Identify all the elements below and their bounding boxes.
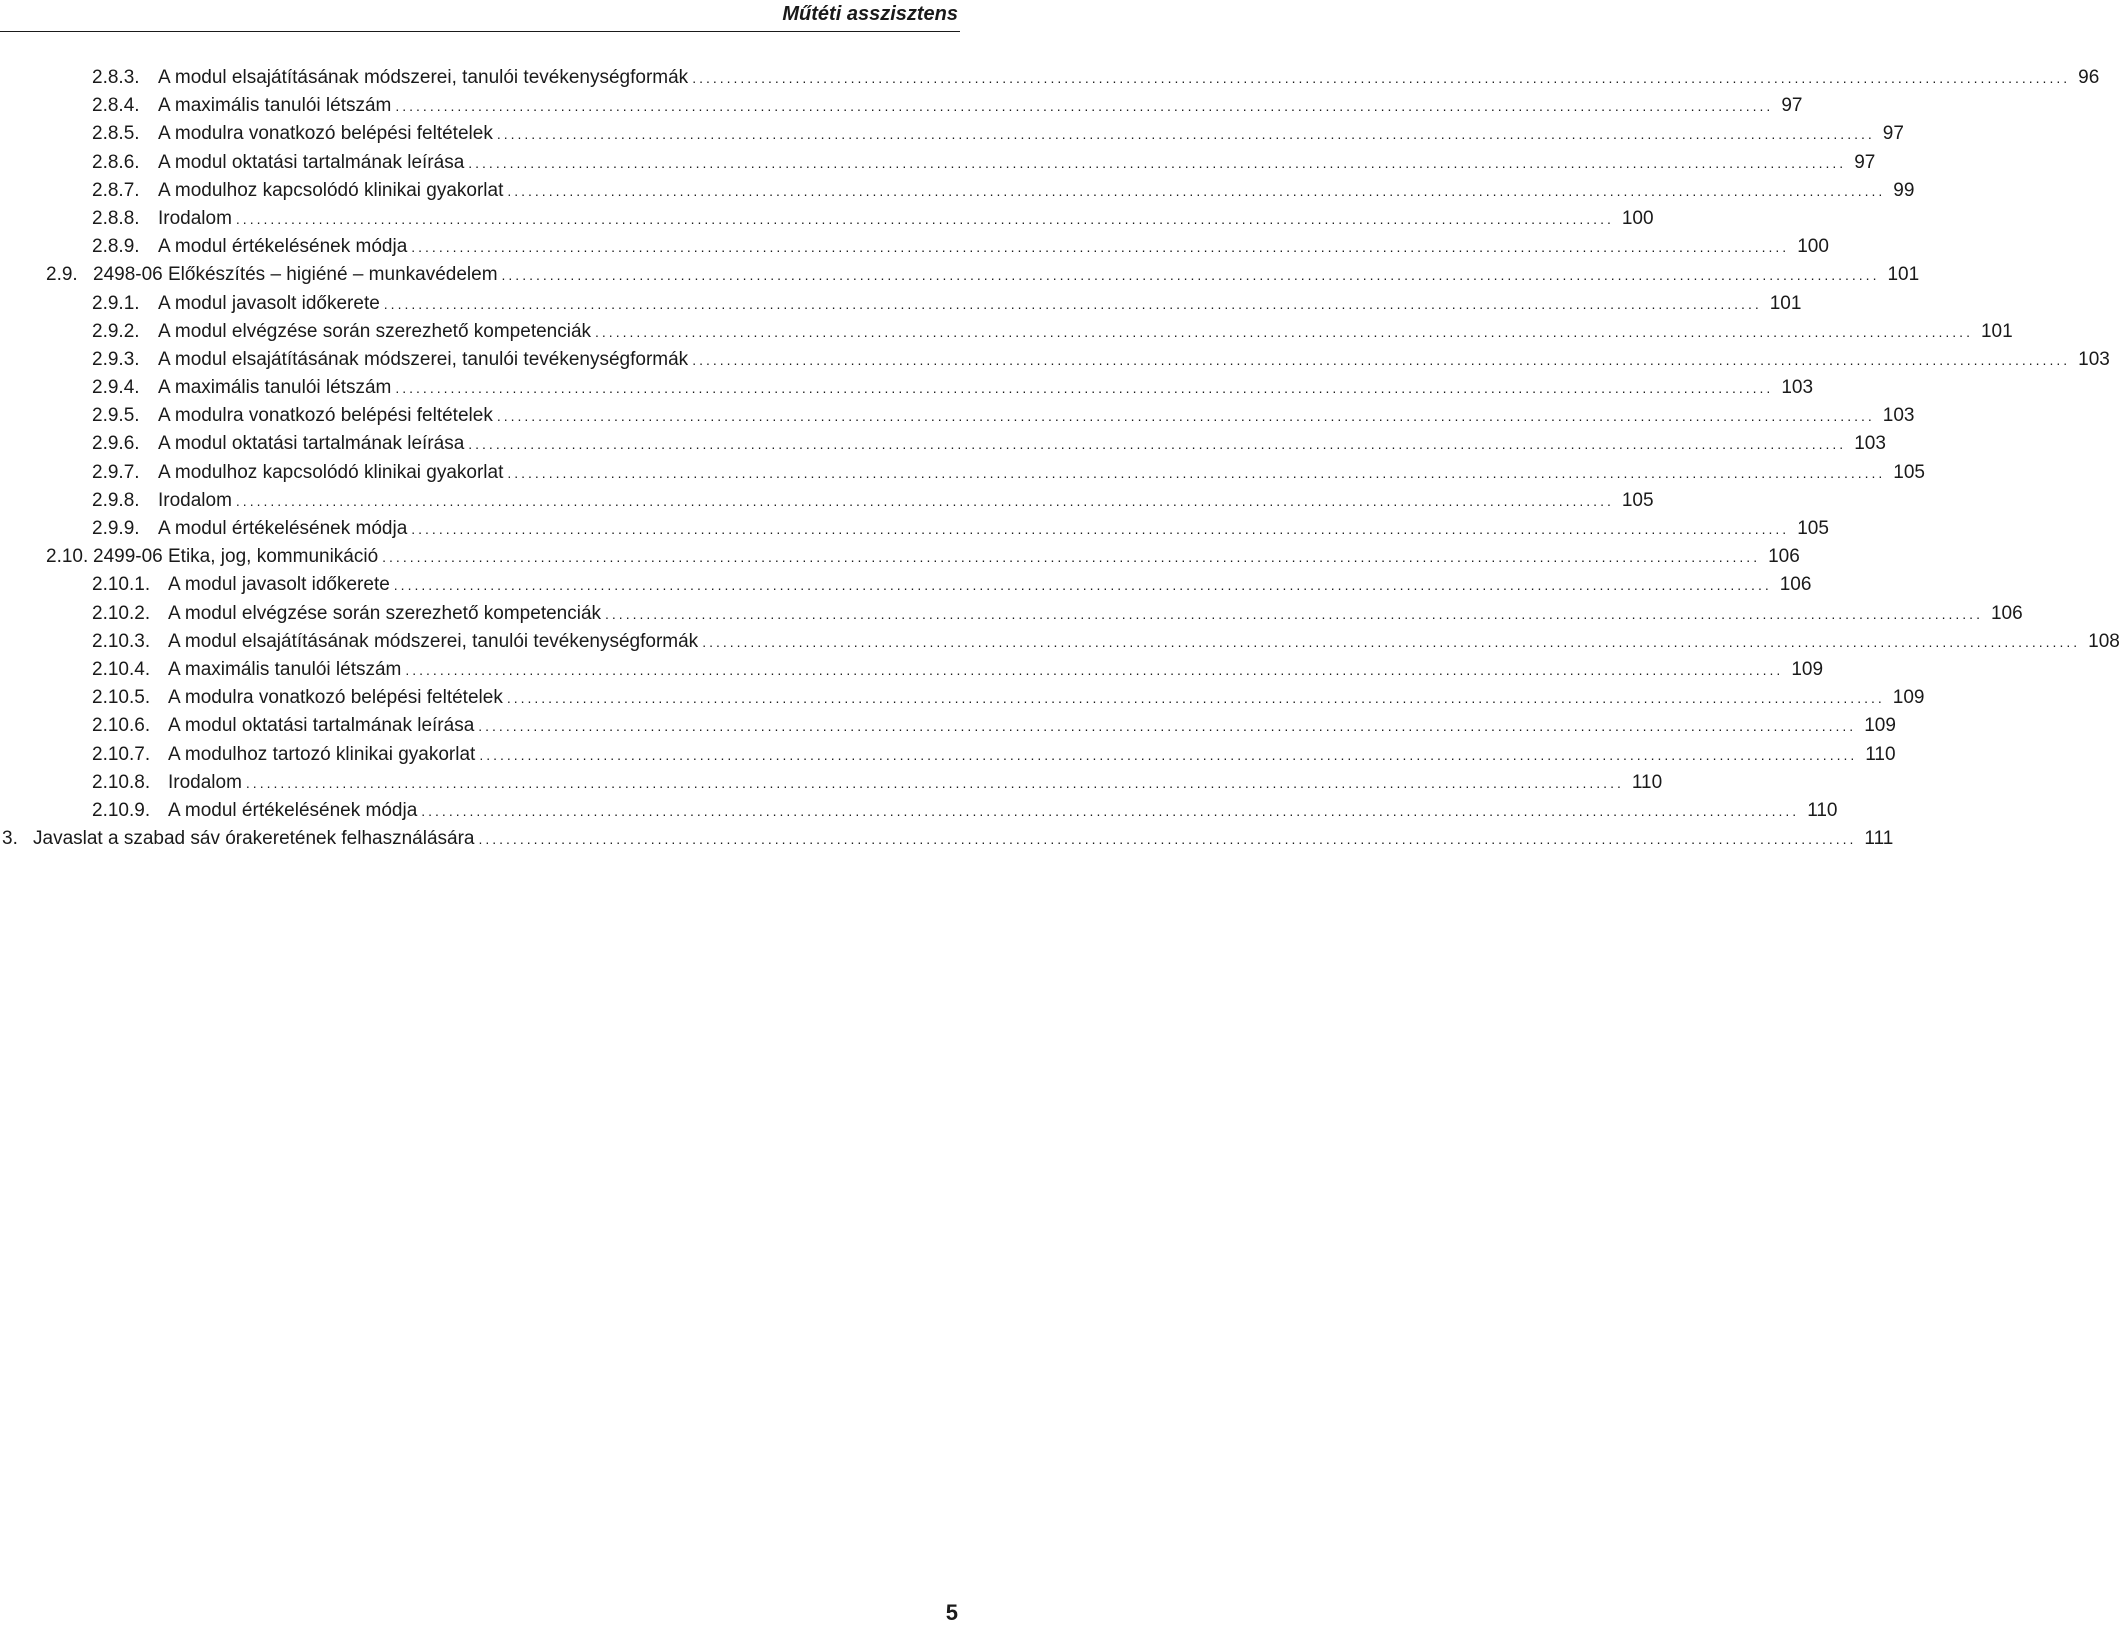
toc-entry-number: 2.8.7. (92, 179, 140, 201)
toc-entry-line (93, 543, 1800, 571)
toc-entry-line (168, 769, 1663, 797)
toc-entry-number: 2.9.1. (92, 292, 140, 314)
toc-entry-line (168, 628, 2120, 656)
toc-entry-page: 101 (1887, 264, 1920, 286)
toc-entry-line (158, 430, 1886, 458)
toc-entry-line (158, 149, 1876, 177)
toc-entry-line (158, 92, 1803, 120)
toc-entry-page: 101 (1769, 292, 1802, 314)
toc-entry-page: 110 (1865, 743, 1896, 765)
toc-entry[interactable] (0, 797, 1838, 825)
toc-entry-number: 2.9.7. (92, 461, 140, 483)
toc-entry-title: A modul értékelésének módja (158, 518, 408, 539)
dot-leader: ........................................................................................................................................................................................................ (411, 521, 1790, 537)
toc-entry-page: 103 (1882, 405, 1915, 427)
table-of-contents (0, 64, 2120, 853)
toc-entry[interactable] (0, 571, 1812, 599)
toc-entry-line (158, 374, 1814, 402)
toc-entry-line (168, 656, 1824, 684)
toc-entry-number: 2.8.4. (92, 95, 140, 117)
toc-entry-title: 2498-06 Előkészítés – higiéné – munkavédelem (93, 264, 498, 286)
toc-entry-line (158, 205, 1654, 233)
toc-entry[interactable] (0, 769, 1663, 797)
dot-leader: ........................................................................................................................................................................................................ (605, 605, 1983, 622)
toc-entry-title: A maximális tanulói létszám (158, 95, 392, 117)
toc-entry[interactable] (0, 459, 1925, 487)
toc-entry[interactable] (0, 233, 1829, 261)
dot-leader: ........................................................................................................................................................................................................ (501, 267, 1880, 284)
toc-entry-number: 2.9.4. (92, 377, 140, 399)
dot-leader: ........................................................................................................................................................................................................ (507, 464, 1886, 481)
toc-entry-title: A modulra vonatkozó belépési feltételek (158, 405, 493, 427)
page-header (0, 0, 960, 42)
toc-entry-page: 109 (1892, 687, 1925, 709)
toc-entry-page: 100 (1621, 207, 1654, 229)
toc-entry-title: A modul oktatási tartalmának leírása (158, 433, 465, 455)
toc-entry-number: 2.10.8. (92, 771, 151, 793)
dot-leader: ........................................................................................................................................................................................................ (595, 323, 1973, 340)
toc-entry-number: 2.10.6. (92, 715, 151, 737)
toc-entry-page: 109 (1864, 715, 1896, 737)
toc-entry-number: 2.8.8. (92, 207, 140, 229)
toc-entry[interactable] (0, 600, 2023, 628)
header-rule (0, 31, 960, 32)
dot-leader: ........................................................................................................................................................................................................ (395, 380, 1774, 397)
toc-entry[interactable] (0, 261, 1920, 289)
toc-entry-line (158, 402, 1915, 430)
toc-entry-page: 100 (1797, 236, 1829, 258)
toc-entry-line (158, 64, 2100, 92)
toc-entry-title: A modul elsajátításának módszerei, tanulói tevékenységformák (158, 67, 689, 88)
toc-entry-line (168, 571, 1812, 599)
toc-entry-number: 2.10.2. (92, 602, 151, 624)
toc-entry[interactable] (0, 318, 2013, 346)
toc-entry[interactable] (0, 430, 1886, 458)
toc-entry-line (158, 318, 2013, 346)
toc-entry-number: 2.9.3. (92, 348, 140, 370)
toc-entry-page: 103 (1854, 433, 1886, 455)
toc-entry-number: 2.8.6. (92, 151, 140, 173)
toc-entry-title: 2499-06 Etika, jog, kommunikáció (93, 546, 379, 568)
toc-entry-title: A modulhoz kapcsolódó klinikai gyakorlat (158, 461, 504, 483)
toc-entry-line (168, 600, 2023, 628)
toc-entry-title: A modulra vonatkozó belépési feltételek (168, 687, 503, 709)
toc-entry[interactable] (0, 402, 1915, 430)
toc-entry-page: 103 (1781, 377, 1814, 399)
dot-leader: ........................................................................................................................................................................................................ (395, 98, 1774, 115)
toc-entry-number: 2.8.3. (92, 67, 140, 88)
toc-entry-number: 2.10. (46, 546, 89, 568)
toc-entry-title: Irodalom (158, 489, 232, 511)
dot-leader: ........................................................................................................................................................................................................ (235, 210, 1614, 227)
toc-entry[interactable] (0, 120, 1904, 148)
toc-entry-line (168, 684, 1925, 712)
dot-leader: ........................................................................................................................................................................................................ (496, 126, 1875, 143)
toc-entry-title: A modul javasolt időkerete (168, 574, 390, 596)
toc-entry[interactable] (0, 346, 2110, 374)
toc-entry[interactable] (0, 741, 1896, 769)
toc-entry-line (168, 741, 1896, 769)
toc-entry-title: A modul oktatási tartalmának leírása (158, 151, 465, 173)
toc-entry-title: A modulhoz kapcsolódó klinikai gyakorlat (158, 179, 504, 201)
toc-entry-line (158, 487, 1654, 515)
toc-entry-page: 106 (1768, 546, 1800, 568)
toc-entry-page: 103 (2078, 348, 2110, 370)
toc-entry[interactable] (0, 177, 1915, 205)
toc-entry-page: 108 (2088, 630, 2120, 652)
toc-entry-page: 105 (1621, 489, 1654, 511)
toc-entry-number: 2.10.5. (92, 687, 151, 709)
toc-entry-number: 2.8.9. (92, 236, 140, 258)
toc-entry-line (168, 712, 1896, 740)
toc-entry-title: Irodalom (168, 771, 242, 793)
toc-entry-title: A modul elsajátításának módszerei, tanulói tevékenységformák (168, 630, 699, 652)
toc-entry-line (158, 233, 1829, 261)
dot-leader: ........................................................................................................................................................................................................ (496, 408, 1875, 425)
toc-entry-title: A modul elvégzése során szerezhető kompetenciák (158, 320, 592, 342)
toc-entry-line (158, 346, 2110, 374)
toc-entry-page: 105 (1893, 461, 1925, 483)
dot-leader: ........................................................................................................................................................................................................ (411, 239, 1790, 256)
toc-entry-number: 2.9.8. (92, 489, 140, 511)
toc-entry-number: 2.9.5. (92, 405, 140, 427)
toc-entry-title: A modul értékelésének módja (158, 236, 408, 258)
dot-leader: ........................................................................................................................................................................................................ (383, 295, 1762, 312)
toc-entry[interactable] (0, 543, 1800, 571)
toc-entry-title: A maximális tanulói létszám (168, 658, 402, 680)
toc-entry-line (158, 120, 1904, 148)
toc-entry-page: 101 (1980, 320, 2013, 342)
dot-leader: ........................................................................................................................................................................................................ (245, 774, 1624, 791)
toc-entry[interactable] (0, 374, 1814, 402)
toc-entry-number: 2.9.6. (92, 433, 140, 455)
toc-entry[interactable] (0, 205, 1654, 233)
toc-entry-number: 3. (2, 828, 18, 850)
toc-entry-title: A modul javasolt időkerete (158, 292, 380, 314)
dot-leader: ........................................................................................................................................................................................................ (507, 182, 1886, 199)
toc-entry[interactable] (0, 290, 1802, 318)
toc-entry-page: 105 (1797, 518, 1829, 539)
toc-entry[interactable] (0, 515, 1829, 543)
toc-entry-page: 97 (1882, 123, 1904, 145)
toc-entry-page: 97 (1781, 95, 1803, 117)
toc-entry[interactable] (0, 487, 1654, 515)
dot-leader: ........................................................................................................................................................................................................ (478, 718, 1857, 735)
toc-entry[interactable] (0, 712, 1896, 740)
page-number: 5 (945, 1600, 958, 1625)
toc-entry-page: 111 (1864, 828, 1894, 850)
toc-entry-title: A modul elsajátításának módszerei, tanulói tevékenységformák (158, 348, 689, 370)
toc-entry-number: 2.9.2. (92, 320, 140, 342)
toc-entry-line (33, 825, 1894, 853)
toc-entry-line (158, 177, 1915, 205)
header-title: Műtéti asszisztens (782, 3, 958, 25)
dot-leader: ........................................................................................................................................................................................................ (382, 549, 1761, 566)
toc-entry-page: 110 (1631, 771, 1663, 793)
toc-entry-title: A modulra vonatkozó belépési feltételek (158, 123, 493, 145)
toc-entry-line (158, 515, 1829, 543)
toc-entry-number: 2.10.9. (92, 799, 151, 821)
toc-entry-number: 2.10.1. (92, 574, 151, 596)
dot-leader: ........................................................................................................................................................................................................ (506, 690, 1885, 707)
toc-entry-title: Javaslat a szabad sáv órakeretének felhasználására (33, 828, 475, 850)
toc-entry[interactable] (0, 64, 2100, 92)
toc-entry-page: 109 (1791, 658, 1824, 680)
toc-entry[interactable] (0, 92, 1803, 120)
toc-entry-page: 97 (1854, 151, 1876, 173)
dot-leader: ........................................................................................................................................................................................................ (393, 577, 1772, 594)
dot-leader: ........................................................................................................................................................................................................ (235, 492, 1614, 509)
toc-entry-page: 110 (1807, 799, 1838, 821)
toc-entry-number: 2.10.3. (92, 630, 151, 652)
dot-leader: ........................................................................................................................................................................................................ (468, 436, 1847, 453)
toc-entry[interactable] (0, 825, 1894, 853)
dot-leader: ........................................................................................................................................................................................................ (702, 633, 2081, 650)
toc-entry-number: 2.10.4. (92, 658, 151, 680)
toc-entry[interactable] (0, 149, 1876, 177)
toc-entry-title: A maximális tanulói létszám (158, 377, 392, 399)
dot-leader: ........................................................................................................................................................................................................ (692, 70, 2071, 86)
toc-entry-number: 2.10.7. (92, 743, 151, 765)
toc-entry-line (93, 261, 1920, 289)
toc-entry-title: Irodalom (158, 207, 232, 229)
toc-entry-title: A modul oktatási tartalmának leírása (168, 715, 475, 737)
dot-leader: ........................................................................................................................................................................................................ (405, 661, 1784, 678)
dot-leader: ........................................................................................................................................................................................................ (468, 154, 1847, 171)
toc-entry-page: 106 (1779, 574, 1812, 596)
dot-leader: ........................................................................................................................................................................................................ (421, 802, 1800, 819)
toc-entry-title: A modulhoz tartozó klinikai gyakorlat (168, 743, 476, 765)
toc-entry[interactable] (0, 628, 2120, 656)
toc-entry-line (158, 459, 1925, 487)
toc-entry-page: 96 (2078, 67, 2100, 88)
dot-leader: ........................................................................................................................................................................................................ (692, 351, 2071, 368)
dot-leader: ........................................................................................................................................................................................................ (478, 831, 1857, 848)
toc-entry-line (168, 797, 1838, 825)
toc-entry-page: 99 (1893, 179, 1915, 201)
toc-entry-title: A modul elvégzése során szerezhető kompetenciák (168, 602, 602, 624)
toc-entry-number: 2.9. (46, 264, 78, 286)
toc-entry-number: 2.8.5. (92, 123, 140, 145)
toc-entry[interactable] (0, 684, 1925, 712)
dot-leader: ........................................................................................................................................................................................................ (479, 746, 1858, 763)
toc-entry-number: 2.9.9. (92, 518, 140, 539)
toc-entry[interactable] (0, 656, 1824, 684)
toc-entry-line (158, 290, 1802, 318)
toc-entry-title: A modul értékelésének módja (168, 799, 418, 821)
toc-entry-page: 106 (1990, 602, 2023, 624)
